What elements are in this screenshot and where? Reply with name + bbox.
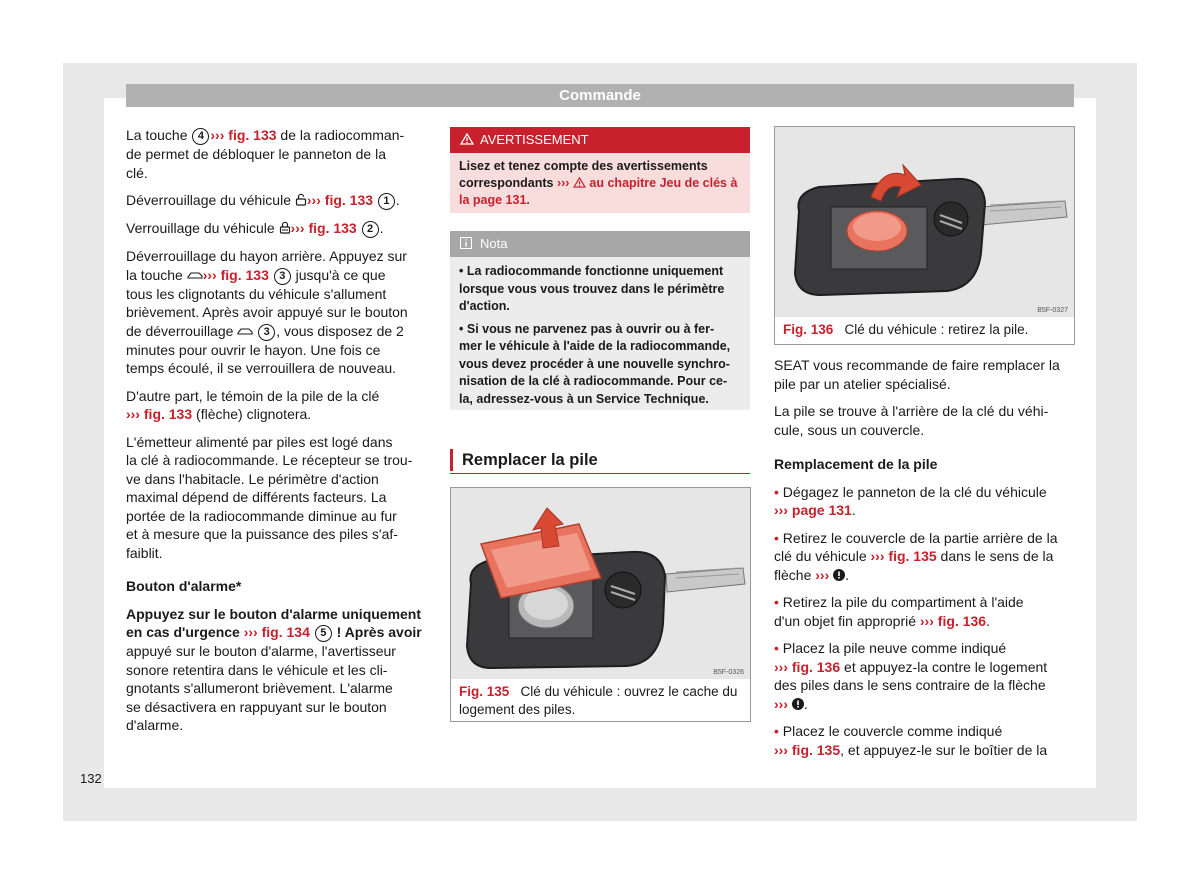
subheading-replacement: Remplacement de la pile <box>774 456 938 472</box>
warning-header: AVERTISSEMENT <box>450 127 750 153</box>
chapter-link[interactable]: la page 131. <box>459 193 530 207</box>
chapter-link[interactable]: au chapitre Jeu de clés à <box>589 176 738 190</box>
step-item: • Dégagez le panneton de la clé du véhicule ››› page 131. <box>774 483 1047 518</box>
figure-code: B5F-0326 <box>713 669 744 676</box>
note-item: • La radiocommande fonctionne uniquement lorsque vous vous trouvez dans le périmètre d'action. <box>459 264 725 313</box>
paragraph-seat-recommends: SEAT vous recommande de faire remplacer la pile par un atelier spécialisé. <box>774 357 1060 392</box>
paragraph-battery-location: La pile se trouve à l'arrière de la clé du véhi- cule, sous un couvercle. <box>774 403 1049 438</box>
figure-link[interactable]: fig. 133 <box>220 266 269 283</box>
key-battery-cover-image <box>451 488 750 679</box>
figure-link[interactable]: fig. 133 <box>324 192 374 208</box>
caution-circle-icon <box>833 569 845 581</box>
figure-link[interactable]: fig. 133 <box>143 406 193 422</box>
step-item: • Retirez la pile du compartiment à l'aide d'un objet fin approprié ››› fig. 136. <box>774 594 1024 629</box>
key-remove-battery-image <box>775 127 1074 317</box>
alarm-heading: Bouton d'alarme* <box>126 578 242 594</box>
note-header: Nota <box>450 231 750 257</box>
column-left <box>126 126 426 744</box>
paragraph-battery-indicator: D'autre part, le témoin de la pile de la clé ››› fig. 133 (flèche) clignotera. <box>126 387 380 422</box>
note-text <box>450 257 750 419</box>
figure-link[interactable]: fig. 136 <box>937 612 987 629</box>
step-item: • Retirez le couvercle de la partie arrière de la clé du véhicule ››› fig. 135 dans le sens de la flèche ››› . <box>774 529 1058 583</box>
paragraph-lock: Verrouillage du véhicule ››› fig. 133 2 . <box>126 220 384 236</box>
lock-icon <box>279 221 291 234</box>
paragraph-alarm: Appuyez sur le bouton d'alarme uniquement en cas d'urgence ››› fig. 134 5 ! Après avoir appuyé sur le bouton d'alarme, l'avertisseur sonore retentira dans le véhicule et les cli- gnotants s'allumeront brièvement. L'alarme se désactivera en rappuyant sur le bouton d'alarme. <box>126 605 422 733</box>
figure-136 <box>774 126 1075 345</box>
warning-text: Lisez et tenez compte des avertissements correspondants ››› au chapitre Jeu de clés à la page 131. <box>459 159 738 207</box>
callout-number: 3 <box>258 324 275 341</box>
callout-number: 1 <box>378 193 395 210</box>
figure-link[interactable]: fig. 133 <box>308 220 357 236</box>
tailgate-icon <box>187 270 203 280</box>
step-item: • Placez le couvercle comme indiqué ››› fig. 135, et appuyez-le sur le boîtier de la <box>774 723 1048 758</box>
callout-number: 4 <box>192 128 209 145</box>
paragraph-unlock: Déverrouillage du véhicule ››› fig. 133 1 . <box>126 192 400 208</box>
callout-number: 2 <box>362 221 379 238</box>
info-icon <box>460 237 472 249</box>
note-item: • Si vous ne parvenez pas à ouvrir ou à fer- mer le véhicule à l'aide de la radiocommande, vous devez procéder à une nouvelle synchro- nisation de la clé à radiocommande. Pour ce- la, adressez-vous à un Service Technique. <box>459 321 731 406</box>
caution-circle-icon <box>792 698 804 710</box>
page-link[interactable]: page 131 <box>791 502 852 518</box>
callout-number: 3 <box>274 268 291 285</box>
warning-triangle-icon <box>460 133 474 145</box>
paragraph-tailgate: Déverrouillage du hayon arrière. Appuyez sur la touche ››› fig. 133 3 jusqu'à ce que tous les clignotants du véhicule s'allument brièvement. Après avoir appuyé sur le bouton de déverrouillage 3 , vous disposez de 2 minutes pour ouvrir le hayon. Une fois ce temps écoulé, il se verrouillera de nouveau. <box>126 248 408 376</box>
tailgate-icon <box>237 326 253 336</box>
unlock-icon <box>295 193 307 206</box>
section-title: Remplacer la pile <box>450 449 750 474</box>
step-item: • Placez la pile neuve comme indiqué ››› fig. 136 et appuyez-la contre le logement des piles dans le sens contraire de la flèche ››› . <box>774 640 1048 712</box>
figure-caption: Fig. 136 Clé du véhicule : retirez la pile. <box>783 322 1029 337</box>
page-header: Commande <box>126 84 1074 107</box>
callout-number: 5 <box>315 625 332 642</box>
figure-link[interactable]: fig. 134 <box>261 624 310 640</box>
page-number: 132 <box>80 771 102 786</box>
figure-caption: Fig. 135 Clé du véhicule : ouvrez le cache du logement des piles. <box>459 684 738 717</box>
warning-triangle-icon <box>573 177 586 188</box>
column-right <box>774 356 1074 768</box>
figure-link[interactable]: fig. 135 <box>888 548 937 564</box>
note-box <box>450 231 750 410</box>
figure-link[interactable]: fig. 136 <box>791 658 841 675</box>
figure-link[interactable]: fig. 135 <box>791 741 841 758</box>
paragraph-transmitter: L'émetteur alimenté par piles est logé dans la clé à radiocommande. Le récepteur se trou- ve dans l'habitacle. Le périmètre d'action maximal dépend de différents facteurs. La portée de la radiocommande diminue au fur et à mesure que la puissance des piles s'af- faiblit. <box>126 433 413 561</box>
figure-code: B5F-0327 <box>1037 307 1068 314</box>
figure-135 <box>450 487 751 722</box>
figure-link[interactable]: fig. 133 <box>228 127 277 143</box>
warning-box <box>450 127 750 213</box>
paragraph-touche: La touche 4 ››› fig. 133 de la radiocomman- de permet de débloquer le panneton de la clé. <box>126 127 405 181</box>
